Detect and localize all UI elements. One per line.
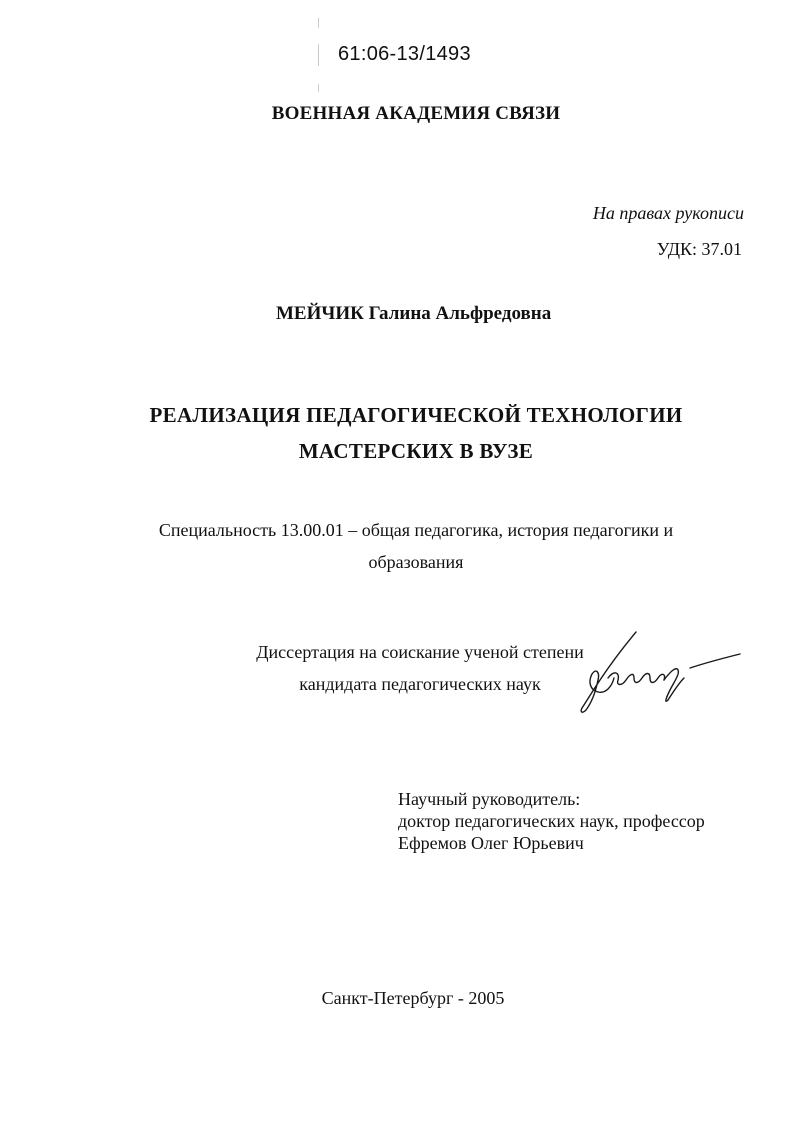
title-line-1: РЕАЛИЗАЦИЯ ПЕДАГОГИЧЕСКОЙ ТЕХНОЛОГИИ [149, 403, 683, 427]
manuscript-rights-note: На правах рукописи [592, 203, 744, 223]
dissertation-title [0, 397, 792, 469]
place-and-year: Санкт-Петербург - 2005 [321, 988, 505, 1008]
advisor-label: Научный руководитель: [398, 789, 581, 809]
author-name: МЕЙЧИК Галина Альфредовна [276, 303, 552, 324]
scan-mark-middle [318, 44, 319, 66]
scientific-advisor-block [398, 788, 705, 854]
scan-mark-bottom [318, 84, 319, 92]
scan-mark-top [318, 18, 319, 28]
archive-code: 61:06-13/1493 [338, 43, 471, 65]
thesis-degree-block [240, 636, 600, 700]
specialty-line-1: Специальность 13.00.01 – общая педагогика, история педагогики и [158, 520, 674, 540]
advisor-name: Ефремов Олег Юрьевич [398, 833, 584, 853]
handwritten-signature [578, 628, 748, 718]
udk-code: УДК: 37.01 [656, 239, 742, 259]
institution-name: ВОЕННАЯ АКАДЕМИЯ СВЯЗИ [271, 103, 561, 124]
specialty-line-2: образования [368, 552, 464, 572]
specialty-block [0, 514, 792, 578]
title-line-2: МАСТЕРСКИХ В ВУЗЕ [298, 439, 534, 463]
thesis-line-1: Диссертация на соискание ученой степени [256, 642, 584, 662]
advisor-degree: доктор педагогических наук, профессор [398, 811, 705, 831]
thesis-line-2: кандидата педагогических наук [299, 674, 541, 694]
